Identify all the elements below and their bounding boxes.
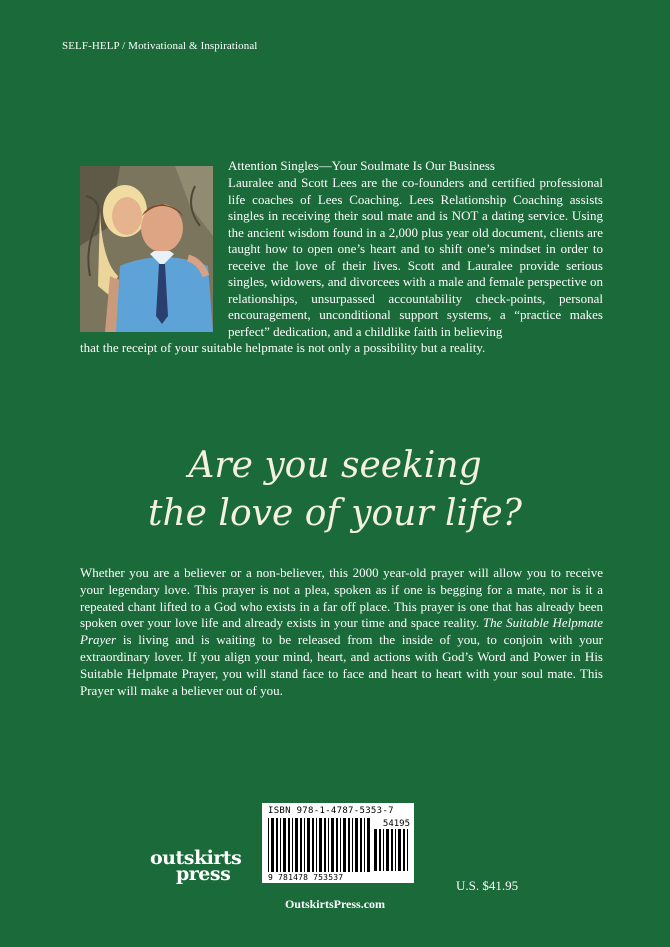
barcode-bar: [340, 818, 341, 872]
book-title-italic: The Suitable Helpmate Prayer: [80, 615, 603, 648]
barcode-bar: [324, 818, 326, 872]
isbn-text: ISBN 978-1-4787-5353-7: [268, 806, 394, 816]
barcode-bar: [403, 829, 405, 871]
headline: [0, 442, 670, 538]
barcode-bar: [280, 818, 281, 872]
barcode-bar: [360, 818, 362, 872]
barcode-bar: [295, 818, 298, 872]
barcode-bar: [283, 818, 286, 872]
barcode-bar: [352, 818, 353, 872]
bio-paragraph-tail: that the receipt of your suitable helpmate is not only a possibility but a reality.: [80, 340, 486, 355]
bio-paragraph: Lauralee and Scott Lees are the co-founders and certified professional life coaches of Lees Coaching. Lees Relationship Coaching assists singles in receiving their soul mate and is NOT a dating service. Using the ancient wisdom found in a 2,000 plus year old document, clients are taught how to open one’s heart and to shift one’s mindset in order to receive the love of their lives. Scott and Lauralee provide serious singles, widowers, and divorcees with a male and female perspective on relationships, unsurpassed accountability check-points, personal encouragement, unconditional support systems, a “practice makes perfect” dedication, and a childlike faith in believing: [228, 175, 603, 339]
barcode-bar: [276, 818, 278, 872]
headline-line-2: the love of your life?: [148, 493, 522, 534]
barcode-bar: [312, 818, 314, 872]
back-cover-blurb: [80, 565, 603, 699]
barcode-bar: [395, 829, 396, 871]
barcode-bar: [383, 829, 384, 871]
author-photo: [80, 166, 213, 332]
barcode-bar: [374, 829, 377, 871]
price-label: U.S. $41.95: [456, 878, 519, 893]
blurb-text-2: is living and is waiting to be released from the inside of you, to conjoin with your extraordinary lover. If you align your mind, heart, and actions with God’s Word and Power in His Suitable Helpmate Prayer, you will stand face to face and heart to heart with your soul mate. This Prayer will make a believer out of you.: [80, 632, 604, 698]
publisher-website: OutskirtsPress.com: [284, 897, 386, 911]
category-label: SELF-HELP / Motivational & Inspirational: [62, 40, 258, 52]
barcode-bar: [268, 818, 269, 872]
barcode-bar: [292, 818, 293, 872]
barcode-bar: [364, 818, 365, 872]
barcode-bar: [304, 818, 305, 872]
barcode-bar: [367, 818, 370, 872]
barcode-bar: [331, 818, 334, 872]
barcode-bar: [398, 829, 401, 871]
bio-heading: Attention Singles—Your Soulmate Is Our Business: [228, 158, 495, 173]
headline-line-1: Are you seeking: [188, 445, 482, 486]
barcode-bars-icon: [268, 818, 370, 872]
barcode-addon-bars-icon: [374, 829, 410, 871]
publisher-logo-bottom: press: [176, 863, 231, 885]
isbn-barcode: [262, 803, 414, 883]
blurb-text-1: Whether you are a believer or a non-believer, this 2000 year-old prayer will allow you to receive your legendary love. This prayer is not a plea, spoken as if one is begging for a mate, nor is it a repeated chant lifted to a God who exists in a far off place. This prayer is one that has already been spoken over your love life and already exists in your time and space reality.: [80, 565, 603, 631]
barcode-bar: [336, 818, 338, 872]
barcode-price-code: 54195: [382, 819, 410, 829]
barcode-bar: [316, 818, 317, 872]
barcode-bar: [300, 818, 302, 872]
barcode-bar: [328, 818, 329, 872]
publisher-logo: [150, 847, 242, 892]
barcode-bar: [407, 829, 408, 871]
barcode-bar: [288, 818, 290, 872]
barcode-bar: [379, 829, 381, 871]
barcode-bar: [355, 818, 358, 872]
barcode-bar: [348, 818, 350, 872]
barcode-number: 9 781478 753537: [268, 873, 344, 882]
barcode-bar: [307, 818, 310, 872]
barcode-bar: [391, 829, 393, 871]
barcode-bar: [386, 829, 389, 871]
publisher-logo-top: outskirts: [150, 847, 242, 869]
barcode-bar: [319, 818, 322, 872]
barcode-bar: [271, 818, 274, 872]
barcode-bar: [343, 818, 346, 872]
